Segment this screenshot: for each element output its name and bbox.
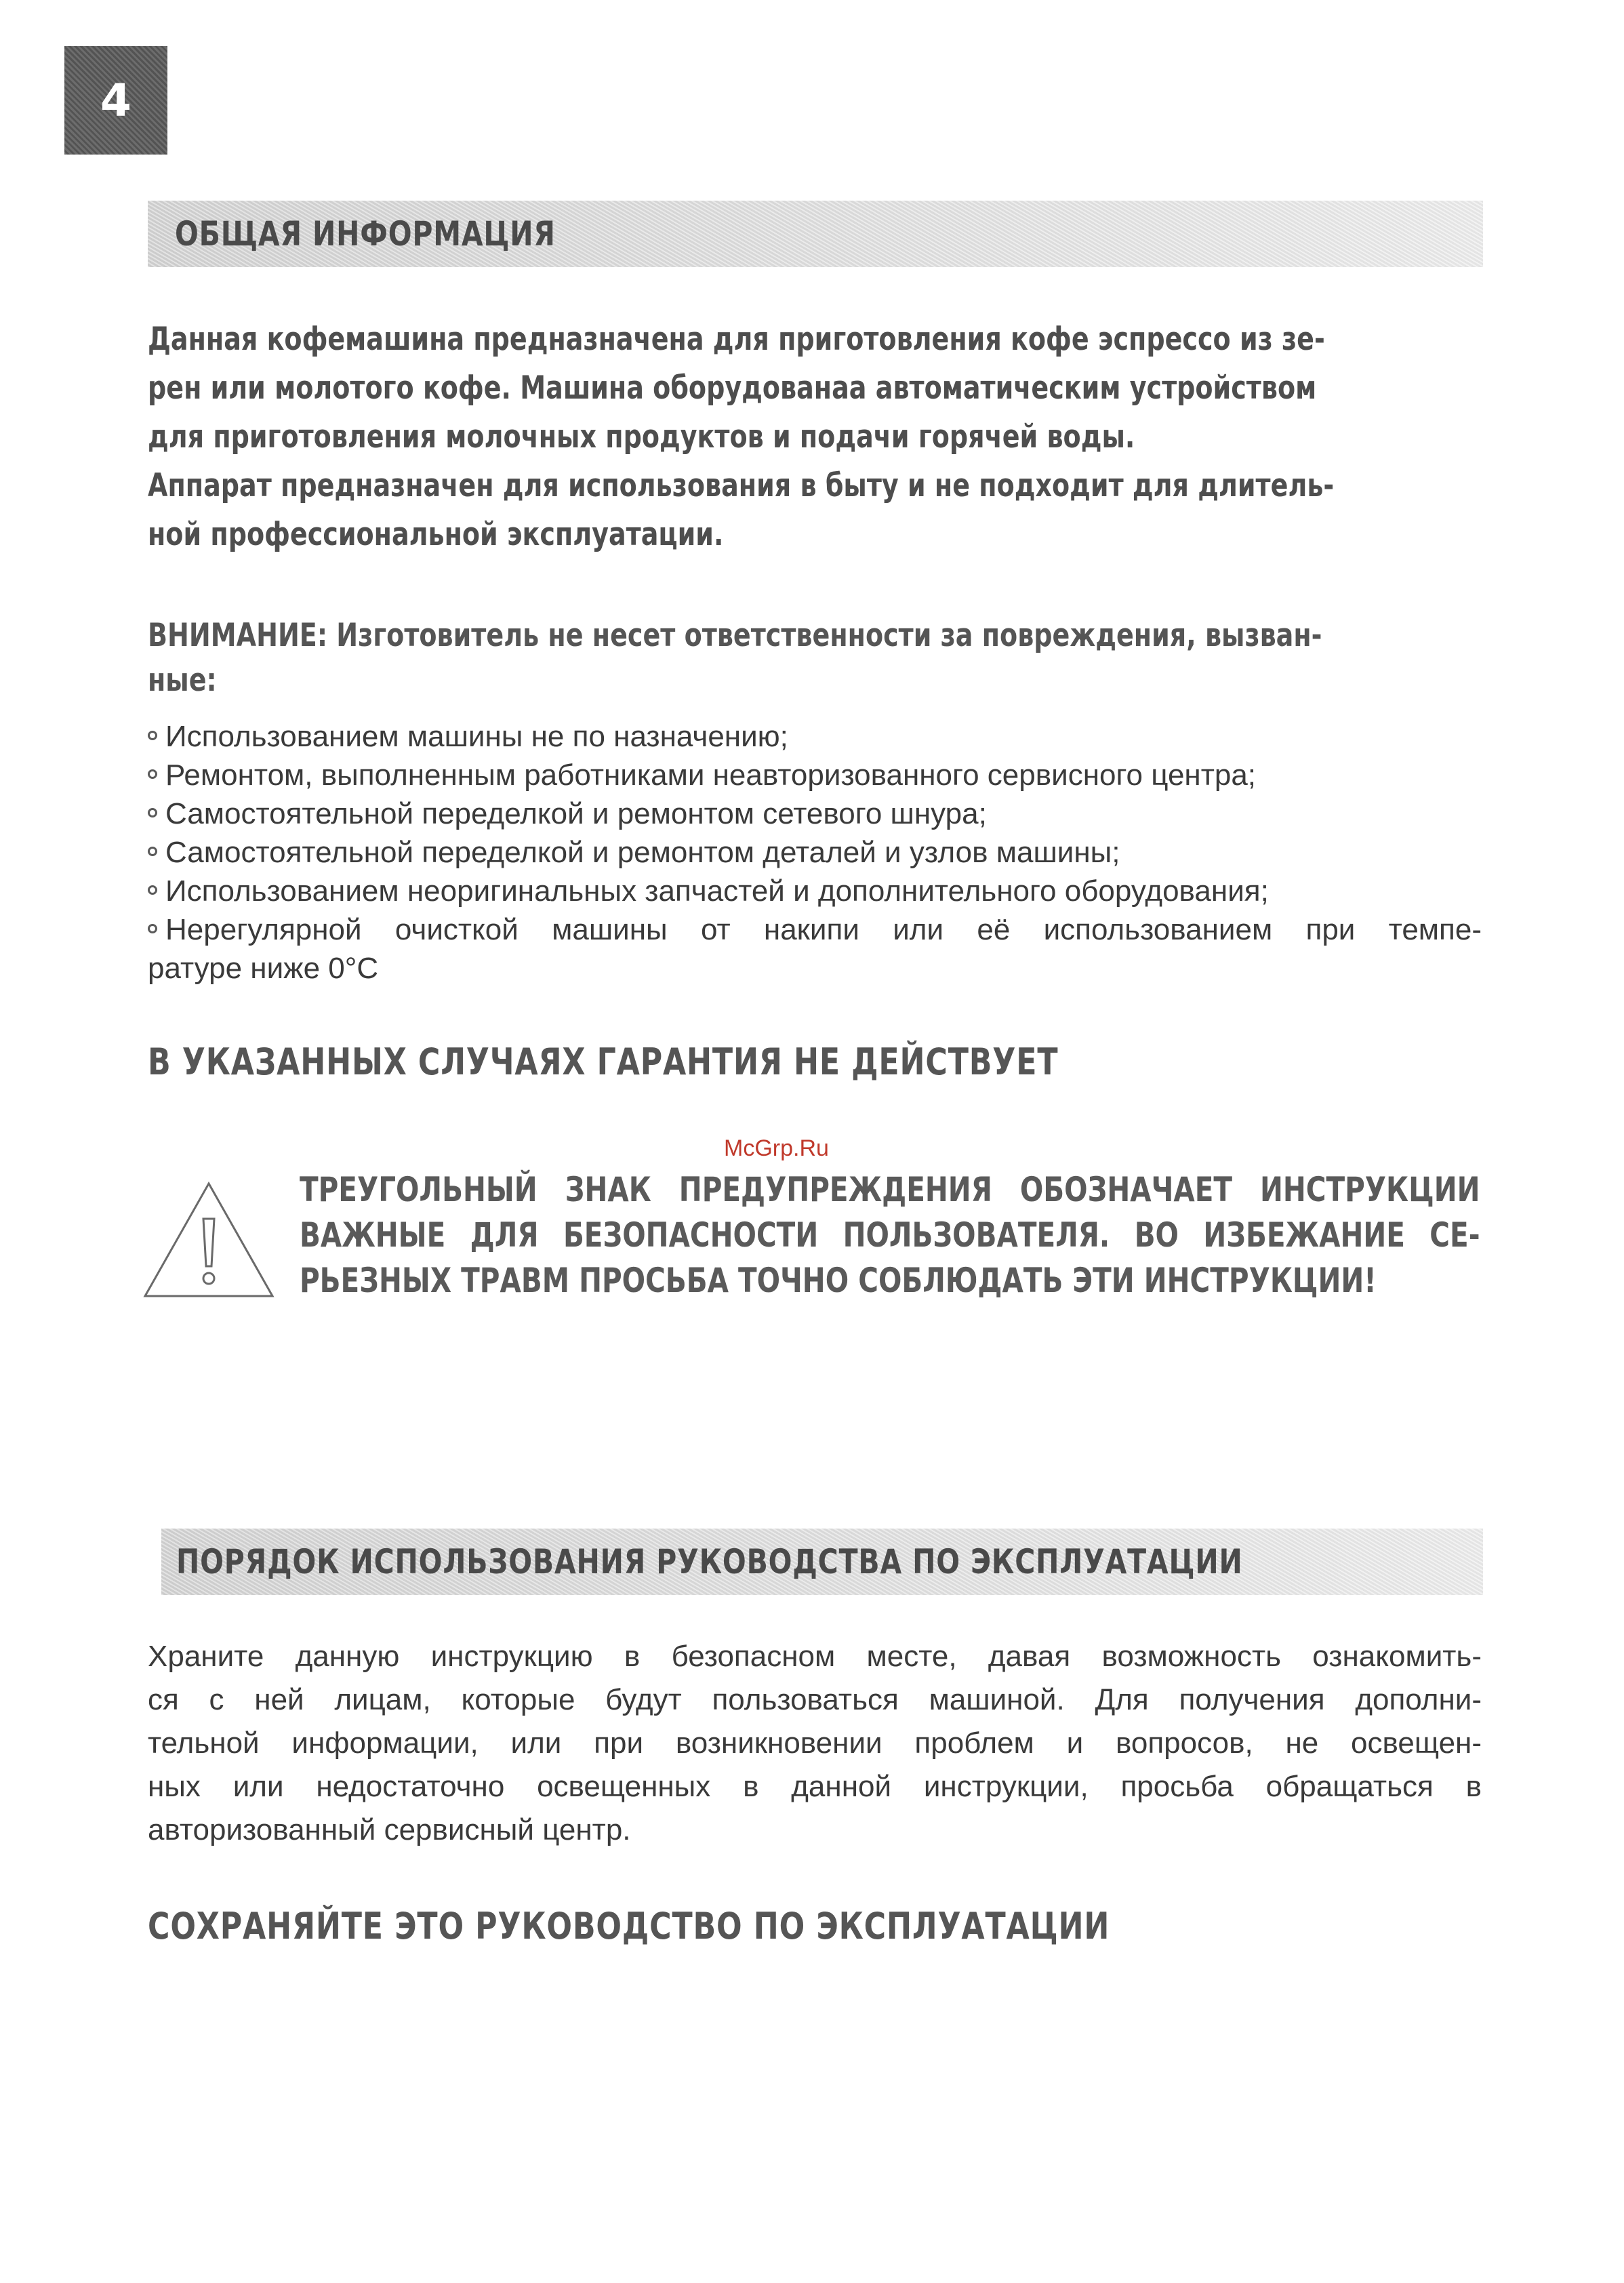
intro-line: для приготовления молочных продуктов и подачи горячей воды.: [148, 418, 1135, 456]
list-item: Использованием неоригинальных запчастей и дополнительного оборудования;: [148, 872, 1482, 910]
section-general-title: ОБЩАЯ ИНФОРМАЦИЯ: [175, 214, 556, 254]
warning-line: ВАЖНЫЕ ДЛЯ БЕЗОПАСНОСТИ ПОЛЬЗОВАТЕЛЯ. ВО ИЗБЕЖАНИЕ СЕ-: [300, 1215, 1480, 1255]
save-manual-notice: СОХРАНЯЙТЕ ЭТО РУКОВОДСТВО ПО ЭКСПЛУАТАЦИИ: [148, 1905, 1110, 1947]
section-general-header: [148, 201, 1483, 267]
section-usage-title: ПОРЯДОК ИСПОЛЬЗОВАНИЯ РУКОВОДСТВА ПО ЭКСПЛУАТАЦИИ: [176, 1542, 1243, 1581]
intro-line: ной профессиональной эксплуатации.: [148, 516, 724, 553]
bullet-icon: [148, 769, 157, 779]
list-item: Использованием машины не по назначению;: [148, 717, 1482, 756]
usage-line: тельной информации, или при возникновении проблем и вопросов, не освещен-: [148, 1726, 1482, 1760]
bullet-icon: [148, 731, 157, 740]
usage-line: ся с ней лицам, которые будут пользоваться машиной. Для получения дополни-: [148, 1683, 1482, 1716]
intro-paragraph: [148, 315, 1335, 559]
usage-paragraph: [148, 1635, 1482, 1852]
usage-line: ных или недостаточно освещенных в данной инструкции, просьба обращаться в: [148, 1770, 1482, 1803]
list-item-continuation: ратуре ниже 0°С: [148, 952, 379, 985]
warranty-notice: В УКАЗАННЫХ СЛУЧАЯХ ГАРАНТИЯ НЕ ДЕЙСТВУЕТ: [148, 1041, 1059, 1083]
warning-triangle-icon: [141, 1179, 277, 1300]
usage-line: Храните данную инструкцию в безопасном месте, давая возможность ознакомить-: [148, 1640, 1482, 1673]
page-number-badge: [64, 46, 167, 155]
bullet-icon: [148, 808, 157, 817]
page-number: 4: [100, 74, 131, 127]
attention-line: ные:: [148, 662, 217, 699]
bullet-icon: [148, 885, 157, 895]
usage-line: авторизованный сервисный центр.: [148, 1813, 631, 1846]
attention-line: ВНИМАНИЕ: Изготовитель не несет ответственности за повреждения, вызван-: [148, 617, 1322, 654]
list-item: Ремонтом, выполненным работниками неавторизованного сервисного центра;: [148, 756, 1482, 794]
attention-notice: [148, 613, 1322, 703]
warning-text-block: [300, 1167, 1480, 1304]
warning-line: РЬЕЗНЫХ ТРАВМ ПРОСЬБА ТОЧНО СОБЛЮДАТЬ ЭТИ ИНСТРУКЦИИ!: [300, 1261, 1377, 1300]
liability-bullet-list: [148, 717, 1482, 988]
section-usage-header: [161, 1529, 1483, 1595]
list-item: Нерегулярной очисткой машины от накипи или её использованием при темпе-: [148, 910, 1482, 949]
warning-line: ТРЕУГОЛЬНЫЙ ЗНАК ПРЕДУПРЕЖДЕНИЯ ОБОЗНАЧАЕТ ИНСТРУКЦИИ: [300, 1170, 1480, 1209]
intro-line: Данная кофемашина предназначена для приготовления кофе эспрессо из зе-: [148, 321, 1325, 358]
bullet-icon: [148, 847, 157, 856]
intro-line: Аппарат предназначен для использования в быту и не подходит для длитель-: [148, 467, 1335, 504]
watermark-text: McGrp.Ru: [724, 1135, 829, 1161]
intro-line: рен или молотого кофе. Машина оборудованаа автоматическим устройством: [148, 369, 1317, 407]
list-item: Самостоятельной переделкой и ремонтом сетевого шнура;: [148, 794, 1482, 833]
list-item: Самостоятельной переделкой и ремонтом деталей и узлов машины;: [148, 833, 1482, 872]
bullet-icon: [148, 924, 157, 933]
